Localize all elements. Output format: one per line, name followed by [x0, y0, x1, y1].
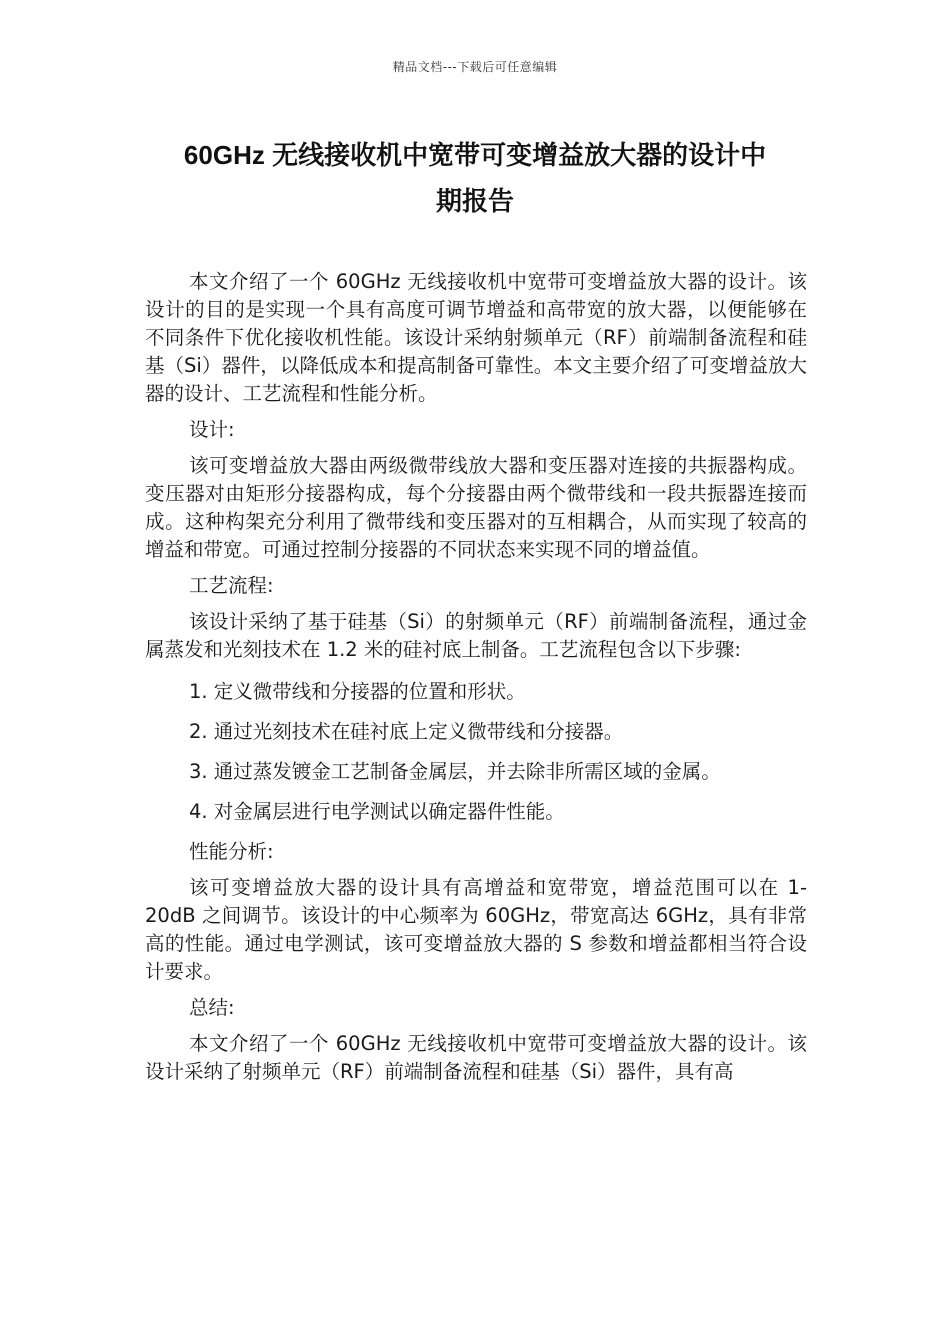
performance-label: 性能分析:: [189, 840, 274, 863]
design-paragraph: 该可变增益放大器由两级微带线放大器和变压器对连接的共振器构成。变压器对由矩形分接器构成，每个分接器由两个微带线和一段共振器连接而成。这种构架充分利用了微带线和变压器对的互相耦合，从而实现了较高的增益和带宽。可通过控制分接器的不同状态来实现不同的增益值。: [145, 454, 807, 561]
process-paragraph: 该设计采纳了基于硅基（Si）的射频单元（RF）前端制备流程，通过金属蒸发和光刻技术在 1.2 米的硅衬底上制备。工艺流程包含以下步骤:: [145, 610, 807, 661]
process-label: 工艺流程:: [189, 574, 274, 597]
summary-paragraph: 本文介绍了一个 60GHz 无线接收机中宽带可变增益放大器的设计。该设计采纳了射频单元（RF）前端制备流程和硅基（Si）器件，具有高: [145, 1032, 807, 1083]
title-line-2: 期报告: [435, 186, 514, 216]
document-body: [145, 268, 807, 1094]
process-step-1: 1. 定义微带线和分接器的位置和形状。: [189, 680, 526, 703]
header-note: 精品文档---下载后可任意编辑: [392, 60, 558, 74]
performance-paragraph: 该可变增益放大器的设计具有高增益和宽带宽，增益范围可以在 1-20dB 之间调节。该设计的中心频率为 60GHz，带宽高达 6GHz，具有非常高的性能。通过电学测试，该可变增益放大器的 S 参数和增益都相当符合设计要求。: [145, 876, 807, 983]
design-label: 设计:: [189, 418, 235, 441]
document-title: [145, 132, 805, 224]
title-line-1: 60GHz 无线接收机中宽带可变增益放大器的设计中: [183, 140, 767, 170]
intro-paragraph: 本文介绍了一个 60GHz 无线接收机中宽带可变增益放大器的设计。该设计的目的是实现一个具有高度可调节增益和高带宽的放大器，以便能够在不同条件下优化接收机性能。该设计采纳射频单元（RF）前端制备流程和硅基（Si）器件，以降低成本和提高制备可靠性。本文主要介绍了可变增益放大器的设计、工艺流程和性能分析。: [145, 270, 807, 405]
process-step-3: 3. 通过蒸发镀金工艺制备金属层，并去除非所需区域的金属。: [189, 760, 721, 783]
summary-label: 总结:: [189, 996, 235, 1019]
process-step-4: 4. 对金属层进行电学测试以确定器件性能。: [189, 800, 565, 823]
process-step-2: 2. 通过光刻技术在硅衬底上定义微带线和分接器。: [189, 720, 624, 743]
